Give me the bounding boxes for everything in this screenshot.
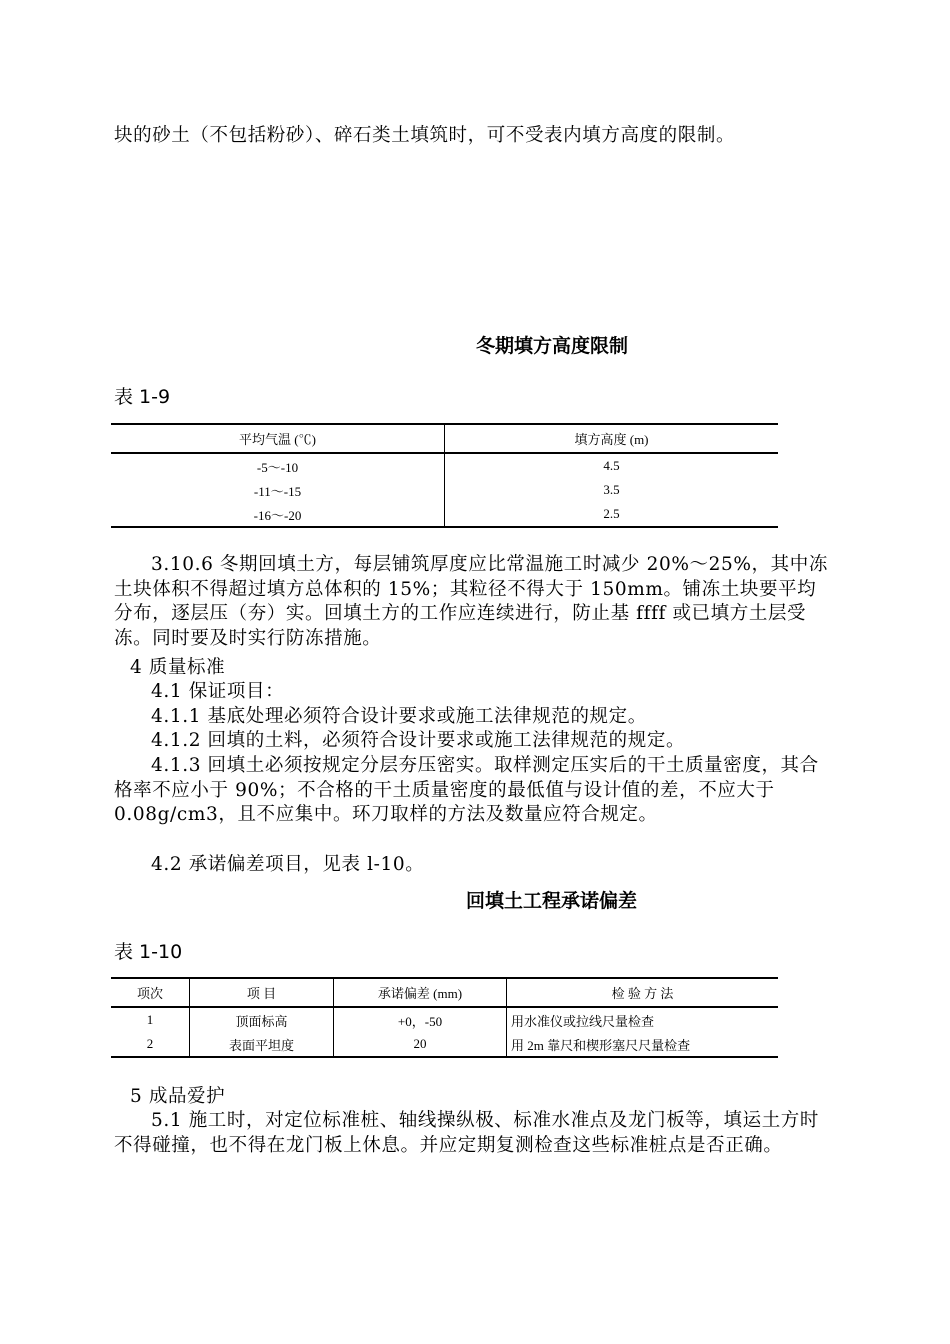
table-row [111, 1007, 778, 1032]
table-cell: 4.5 [603, 458, 620, 473]
table2-header: 项 目 [190, 978, 334, 1007]
table2-header: 检 验 方 法 [507, 978, 779, 1007]
table-cell: -5～-10 [111, 453, 445, 478]
table-cell: 3.5 [603, 482, 620, 497]
section-4-heading: 4 质量标准 [130, 657, 226, 678]
table1 [111, 423, 778, 528]
table-cell: -16～-20 [111, 502, 445, 527]
table-cell: +0，-50 [334, 1007, 507, 1032]
table-cell: 顶面标高 [190, 1007, 334, 1032]
table2 [111, 977, 778, 1058]
section-4-1-1: 4.1.1 基底处理必须符合设计要求或施工法律规范的规定。 [151, 706, 647, 727]
table2-header: 承诺偏差 (mm) [334, 978, 507, 1007]
paragraph-3-10-6: 3.10.6 冬期回填土方，每层铺筑厚度应比常温施工时减少 20%～25%，其中冻土块体积不得超过填方总体积的 15%；其粒径不得大于 150mm。铺冻土块要平均分布，逐层压（夯）实。回填土方的工作应连续进行，防止基 ffff 或已填方土层受冻。同时要及时实行防冻措施。 [114, 554, 828, 649]
table-row [111, 502, 778, 527]
section-4-1-3: 4.1.3 回填土必须按规定分层夯压密实。取样测定压实后的干土质量密度，其合格率不应小于 90%；不合格的干土质量密度的最低值与设计值的差，不应大于 0.08g/cm3，且不应集中。环刀取样的方法及数量应符合规定。 [114, 755, 819, 825]
section-4-1: 4.1 保证项目： [151, 681, 285, 702]
table-row [111, 478, 778, 502]
table-cell: 2.5 [603, 506, 620, 521]
section-4-2: 4.2 承诺偏差项目，见表 l-10。 [151, 854, 425, 875]
table-cell: 用水准仪或拉线尺量检查 [511, 1013, 655, 1029]
section-4-1-2: 4.1.2 回填的土料，必须符合设计要求或施工法律规范的规定。 [151, 730, 686, 751]
table1-header-row [111, 424, 778, 453]
table-row [111, 1032, 778, 1057]
table-cell: 1 [111, 1007, 190, 1032]
table1-header: 填方高度 (m) [445, 424, 779, 453]
intro-paragraph: 块的砂土（不包括粉砂）、碎石类土填筑时，可不受表内填方高度的限制。 [114, 125, 736, 146]
table1-title: 冬期填方高度限制 [476, 335, 629, 357]
table1-header: 平均气温 (℃) [111, 424, 445, 453]
table-cell: 表面平坦度 [190, 1032, 334, 1057]
table2-header: 项次 [111, 978, 190, 1007]
table-cell: 20 [334, 1032, 507, 1057]
table-cell: -11～-15 [111, 478, 445, 502]
section-5-heading: 5 成品爱护 [130, 1086, 226, 1107]
table2-label: 表 1-10 [114, 941, 183, 963]
table1-label: 表 1-9 [114, 386, 171, 408]
section-5-1: 5.1 施工时，对定位标准桩、轴线操纵极、标准水准点及龙门板等，填运土方时不得碰撞，也不得在龙门板上休息。并应定期复测检查这些标准桩点是否正确。 [114, 1110, 820, 1156]
table2-header-row [111, 978, 778, 1007]
table-cell: 2 [111, 1032, 190, 1057]
table-cell: 用 2m 靠尺和楔形塞尺尺量检查 [511, 1037, 691, 1053]
table2-title: 回填土工程承诺偏差 [466, 890, 638, 912]
table-row [111, 453, 778, 478]
